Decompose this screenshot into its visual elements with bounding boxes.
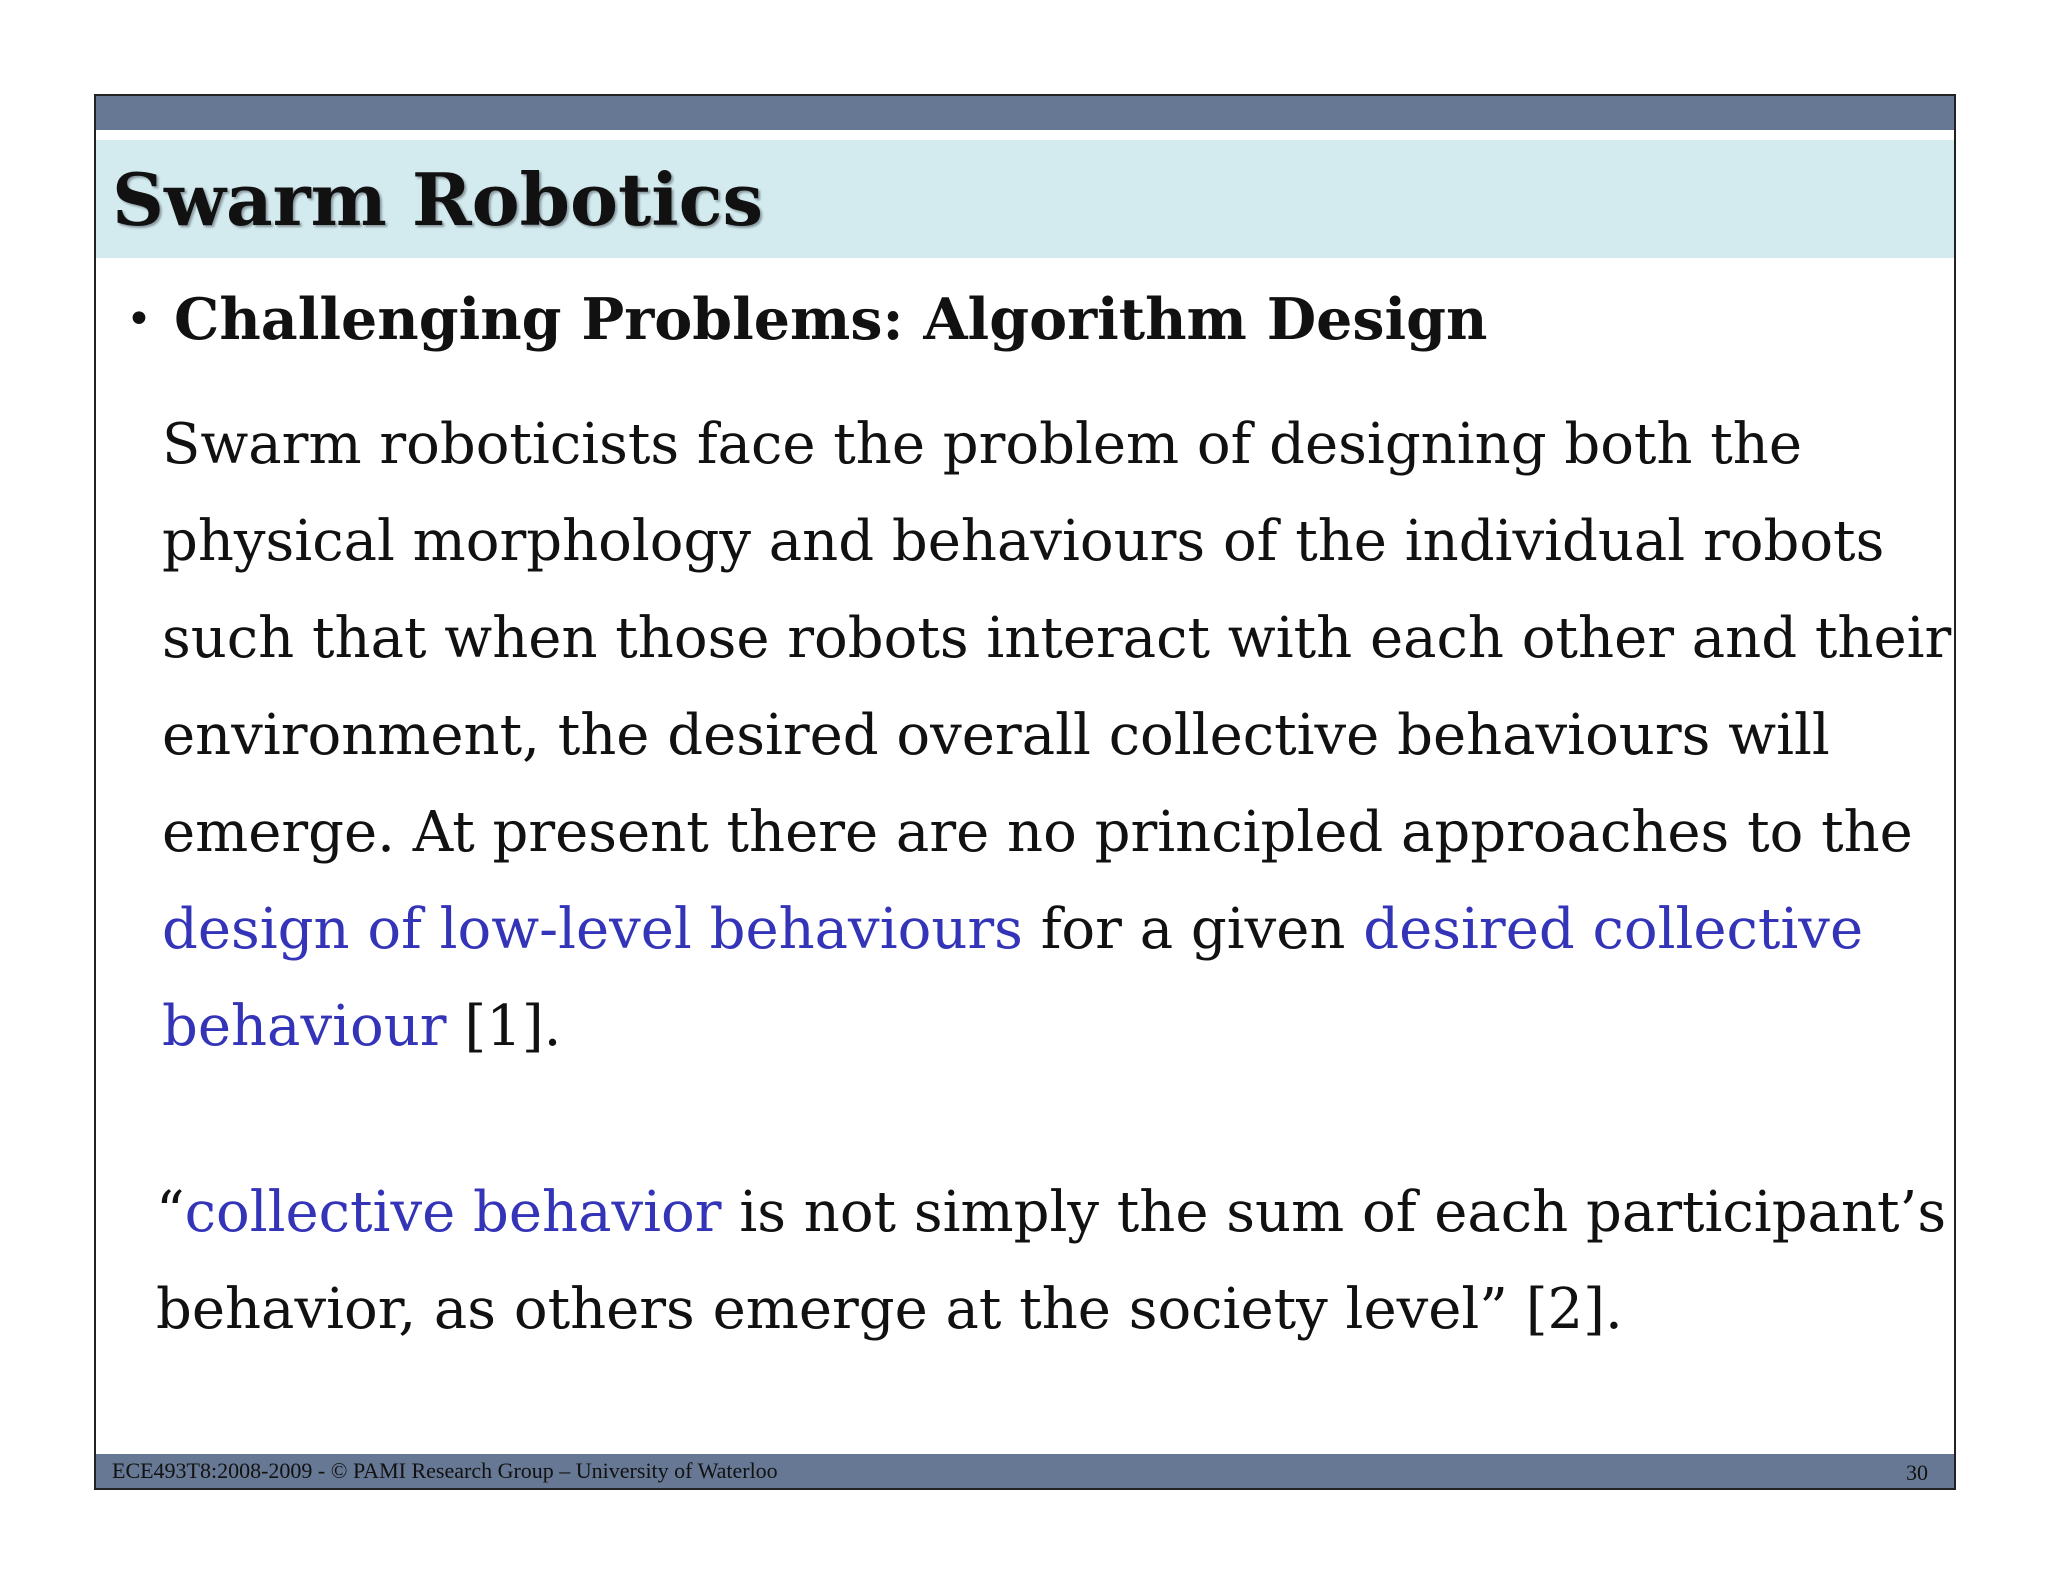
body-line-3: such that when those robots interact with each other and their — [162, 606, 1952, 671]
highlight-low-level-behaviours: design of low-level behaviours — [162, 897, 1023, 962]
top-bar — [96, 96, 1954, 130]
body-line-2: physical morphology and behaviours of the individual robots — [162, 509, 1885, 574]
footer-bar — [96, 1454, 1954, 1488]
slide-frame — [94, 94, 1956, 1490]
quote-line-1 — [156, 1164, 1947, 1261]
quote-line-1-rest: is not simply the sum of each participant’s — [721, 1180, 1947, 1245]
body-line-6-mid: for a given — [1022, 897, 1364, 962]
title-band — [96, 140, 1954, 258]
quote-line-2: behavior, as others emerge at the society level” [2]. — [156, 1277, 1623, 1342]
body-line-4: environment, the desired overall collective behaviours will — [162, 703, 1830, 768]
bullet-heading: Challenging Problems: Algorithm Design — [173, 286, 1488, 353]
highlight-behaviour: behaviour — [162, 994, 447, 1059]
highlight-collective-behavior: collective behavior — [184, 1180, 722, 1245]
footer-credit: ECE493T8:2008-2009 - © PAMI Research Group – University of Waterloo — [112, 1458, 778, 1483]
bullet-item — [126, 286, 1487, 353]
slide-title: Swarm Robotics — [112, 157, 764, 242]
body-line-1: Swarm roboticists face the problem of designing both the — [162, 412, 1802, 477]
bullet-dot-icon: • — [126, 294, 152, 345]
quote-paragraph — [156, 1164, 1947, 1358]
highlight-desired-collective: desired collective — [1363, 897, 1864, 962]
body-line-7 — [162, 978, 1922, 1075]
page-number: 30 — [1906, 1460, 1928, 1485]
body-line-6 — [162, 881, 1922, 978]
open-quote: “ — [156, 1180, 185, 1245]
citation-1: [1]. — [446, 994, 562, 1059]
body-paragraph — [162, 396, 1952, 1075]
body-line-5: emerge. At present there are no principled approaches to the — [162, 800, 1913, 865]
